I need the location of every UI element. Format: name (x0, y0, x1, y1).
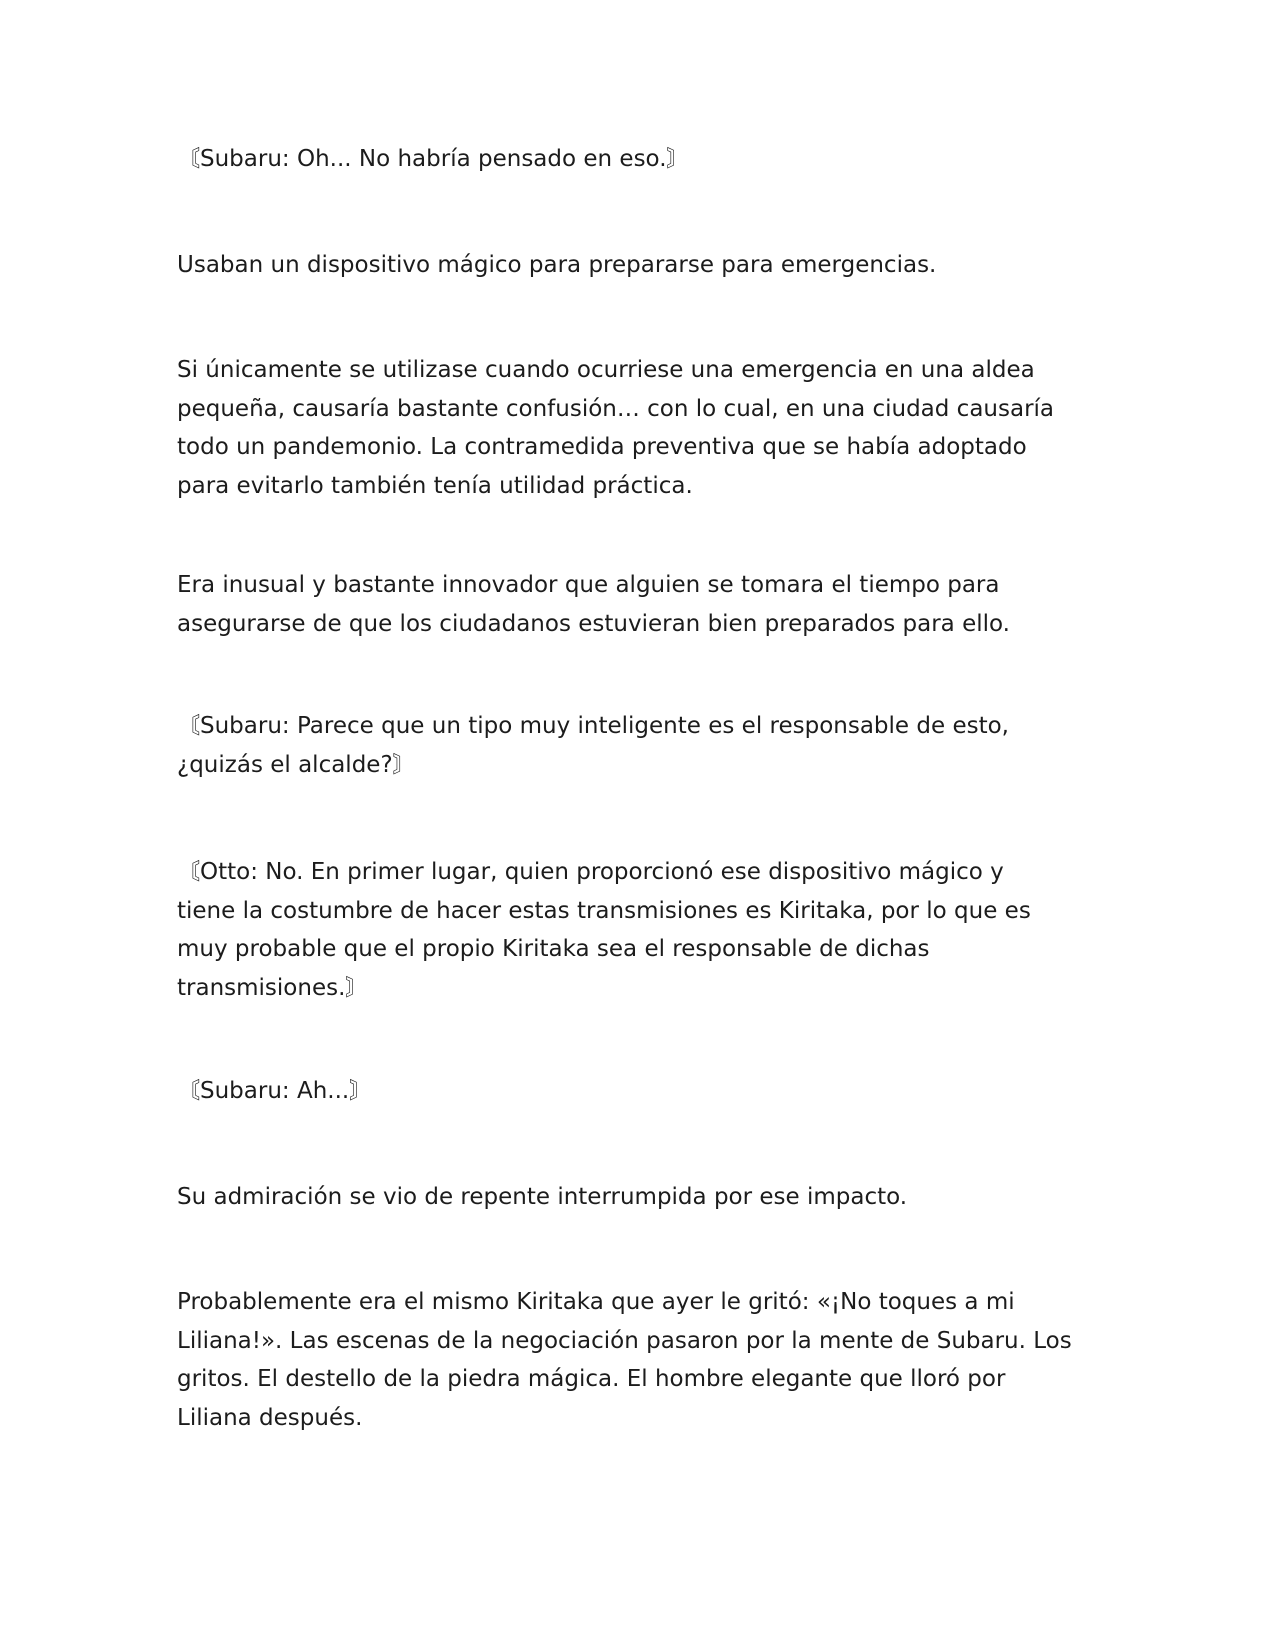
text-line: Si únicamente se utilizase cuando ocurriese una emergencia en una aldea (177, 357, 1035, 383)
text-line: asegurarse de que los ciudadanos estuvieran bien preparados para ello. (177, 610, 1010, 637)
text-line: muy probable que el propio Kiritaka sea el responsable de dichas (177, 936, 930, 962)
text-line: todo un pandemonio. La contramedida preventiva que se había adoptado (177, 434, 1027, 460)
text-line: Usaban un dispositivo mágico para prepararse para emergencias. (177, 252, 937, 278)
text-line: gritos. El destello de la piedra mágica. El hombre elegante que lloró por (177, 1366, 1006, 1392)
narration-paragraph-1 (177, 246, 1097, 285)
text-line: para evitarlo también tenía utilidad práctica. (177, 472, 693, 499)
text-line: Probablemente era el mismo Kiritaka que ayer le gritó: «¡No toques a mi (177, 1289, 1015, 1315)
dialogue-subaru-2 (177, 707, 1097, 784)
text-line: Liliana después. (177, 1404, 363, 1431)
text-line: tiene la costumbre de hacer estas transmisiones es Kiritaka, por lo que es (177, 897, 1031, 924)
text-line: Liliana!». Las escenas de la negociación pasaron por la mente de Subaru. Los (177, 1327, 1072, 1354)
dialogue-otto (177, 853, 1097, 1007)
narration-paragraph-4 (177, 1178, 1097, 1217)
text-line: transmisiones.〙 (177, 974, 369, 1001)
narration-paragraph-5 (177, 1283, 1097, 1437)
dialogue-subaru-1 (177, 140, 1097, 179)
dialogue-subaru-3 (177, 1072, 1097, 1111)
text-line: pequeña, causaría bastante confusión… con lo cual, en una ciudad causaría (177, 395, 1055, 422)
narration-paragraph-3 (177, 566, 1097, 643)
narration-paragraph-2 (177, 351, 1097, 505)
text-line: ¿quizás el alcalde?〙 (177, 751, 416, 778)
text-line: 〘Otto: No. En primer lugar, quien proporcionó ese dispositivo mágico y (177, 859, 1004, 885)
text-line: Su admiración se vio de repente interrumpida por ese impacto. (177, 1184, 908, 1210)
text-line: 〘Subaru: Parece que un tipo muy inteligente es el responsable de esto, (177, 713, 1009, 739)
text-line: 〘Subaru: Ah...〙 (177, 1078, 373, 1104)
text-line: 〘Subaru: Oh... No habría pensado en eso.〙 (177, 146, 690, 172)
text-line: Era inusual y bastante innovador que alguien se tomara el tiempo para (177, 572, 1000, 598)
